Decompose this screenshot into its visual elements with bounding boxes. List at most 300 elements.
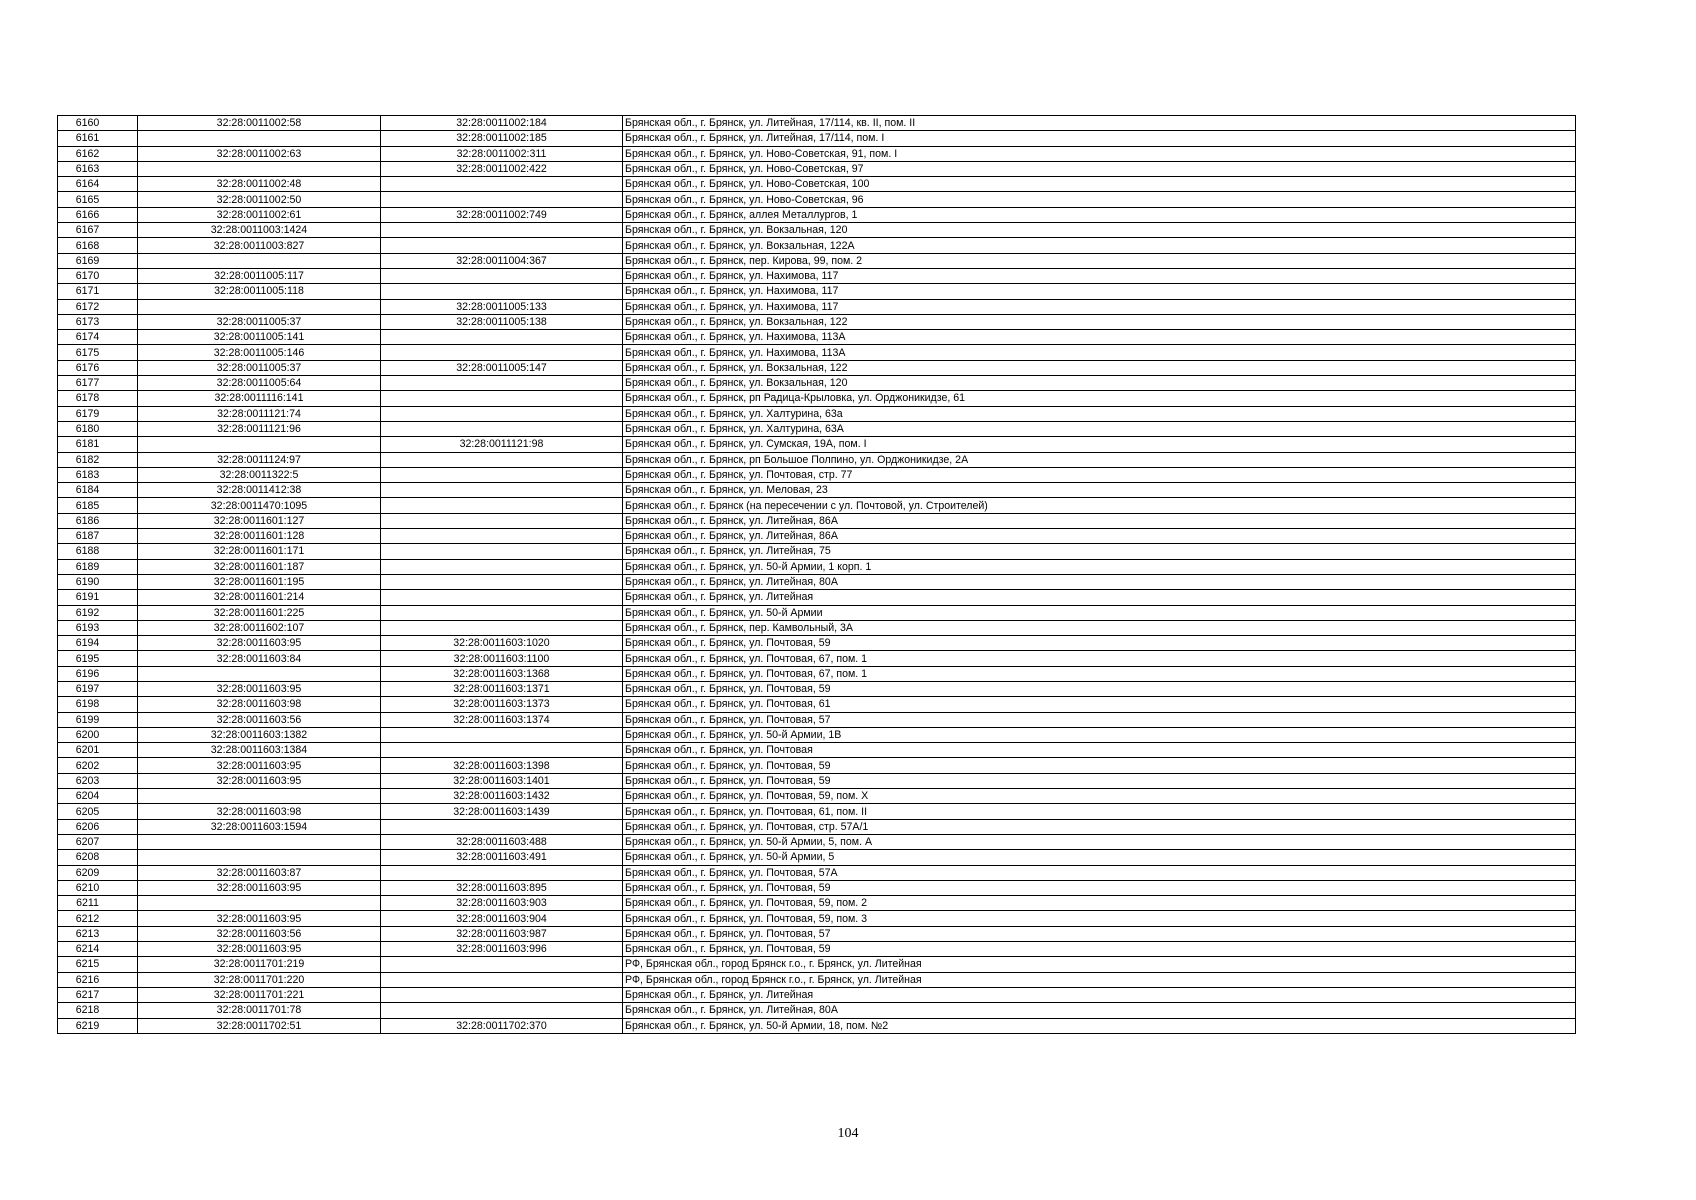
table-row <box>58 865 1576 880</box>
land-plot-number-cell <box>138 299 381 314</box>
row-number-cell: 6162 <box>58 146 138 161</box>
address-cell: Брянская обл., г. Брянск, ул. Ново-Советская, 100 <box>623 177 1576 192</box>
land-plot-number-cell: 32:28:0011601:225 <box>138 605 381 620</box>
building-number-cell <box>381 743 623 758</box>
land-plot-number-cell <box>138 253 381 268</box>
row-number-cell: 6189 <box>58 559 138 574</box>
land-plot-number-cell: 32:28:0011003:827 <box>138 238 381 253</box>
row-number-cell: 6173 <box>58 314 138 329</box>
address-cell: Брянская обл., г. Брянск, ул. Почтовая, 59, пом. 2 <box>623 896 1576 911</box>
address-cell: Брянская обл., г. Брянск, ул. Нахимова, 113А <box>623 330 1576 345</box>
address-cell: Брянская обл., г. Брянск, ул. Литейная, 80А <box>623 1003 1576 1018</box>
building-number-cell <box>381 987 623 1002</box>
building-number-cell <box>381 421 623 436</box>
address-cell: Брянская обл., г. Брянск, ул. Почтовая, стр. 57А/1 <box>623 819 1576 834</box>
land-plot-number-cell <box>138 834 381 849</box>
row-number-cell: 6169 <box>58 253 138 268</box>
table-row <box>58 834 1576 849</box>
building-number-cell <box>381 406 623 421</box>
table-row <box>58 467 1576 482</box>
row-number-cell: 6179 <box>58 406 138 421</box>
table-row <box>58 330 1576 345</box>
row-number-cell: 6164 <box>58 177 138 192</box>
building-number-cell <box>381 498 623 513</box>
table-row <box>58 727 1576 742</box>
address-cell: Брянская обл., г. Брянск, ул. Меловая, 23 <box>623 483 1576 498</box>
row-number-cell: 6217 <box>58 987 138 1002</box>
building-number-cell <box>381 330 623 345</box>
row-number-cell: 6201 <box>58 743 138 758</box>
building-number-cell: 32:28:0011603:1398 <box>381 758 623 773</box>
land-plot-number-cell: 32:28:0011603:95 <box>138 880 381 895</box>
table-row <box>58 789 1576 804</box>
land-plot-number-cell: 32:28:0011603:84 <box>138 651 381 666</box>
row-number-cell: 6191 <box>58 590 138 605</box>
address-cell: Брянская обл., г. Брянск, ул. Нахимова, 113А <box>623 345 1576 360</box>
land-plot-number-cell: 32:28:0011603:95 <box>138 758 381 773</box>
table-row <box>58 376 1576 391</box>
building-number-cell <box>381 452 623 467</box>
land-plot-number-cell: 32:28:0011002:48 <box>138 177 381 192</box>
land-plot-number-cell: 32:28:0011121:74 <box>138 406 381 421</box>
building-number-cell: 32:28:0011002:422 <box>381 161 623 176</box>
row-number-cell: 6197 <box>58 681 138 696</box>
table-row <box>58 773 1576 788</box>
land-plot-number-cell: 32:28:0011603:1384 <box>138 743 381 758</box>
address-cell: Брянская обл., г. Брянск, ул. 50-й Армии, 5 <box>623 850 1576 865</box>
table-row <box>58 880 1576 895</box>
building-number-cell <box>381 620 623 635</box>
address-cell: Брянская обл., г. Брянск, ул. Нахимова, 117 <box>623 268 1576 283</box>
address-cell: Брянская обл., г. Брянск, ул. Почтовая, 57 <box>623 712 1576 727</box>
address-cell: Брянская обл., г. Брянск, рп Радица-Крыловка, ул. Орджоникидзе, 61 <box>623 391 1576 406</box>
land-plot-number-cell: 32:28:0011603:56 <box>138 926 381 941</box>
building-number-cell: 32:28:0011005:133 <box>381 299 623 314</box>
building-number-cell <box>381 574 623 589</box>
land-plot-number-cell: 32:28:0011005:37 <box>138 360 381 375</box>
row-number-cell: 6177 <box>58 376 138 391</box>
land-plot-number-cell: 32:28:0011701:221 <box>138 987 381 1002</box>
table-row <box>58 146 1576 161</box>
table-row <box>58 987 1576 1002</box>
row-number-cell: 6171 <box>58 284 138 299</box>
table-row <box>58 192 1576 207</box>
table-body <box>58 116 1576 1034</box>
address-cell: Брянская обл., г. Брянск, ул. Почтовая, 67, пом. 1 <box>623 651 1576 666</box>
row-number-cell: 6161 <box>58 131 138 146</box>
building-number-cell <box>381 177 623 192</box>
address-cell: Брянская обл., г. Брянск, ул. Почтовая, 59 <box>623 758 1576 773</box>
land-plot-number-cell: 32:28:0011005:141 <box>138 330 381 345</box>
table-row <box>58 498 1576 513</box>
address-cell: Брянская обл., г. Брянск, ул. Литейная, 80А <box>623 574 1576 589</box>
land-plot-number-cell: 32:28:0011603:95 <box>138 911 381 926</box>
table-row <box>58 819 1576 834</box>
table-row <box>58 636 1576 651</box>
building-number-cell <box>381 467 623 482</box>
table-row <box>58 161 1576 176</box>
land-plot-number-cell: 32:28:0011603:98 <box>138 697 381 712</box>
building-number-cell <box>381 972 623 987</box>
address-cell: Брянская обл., г. Брянск, аллея Металлургов, 1 <box>623 207 1576 222</box>
address-cell: Брянская обл., г. Брянск, ул. Ново-Советская, 91, пом. I <box>623 146 1576 161</box>
address-cell: Брянская обл., г. Брянск, ул. Литейная, 75 <box>623 544 1576 559</box>
land-plot-number-cell: 32:28:0011002:50 <box>138 192 381 207</box>
address-cell: Брянская обл., г. Брянск, ул. Почтовая, 57 <box>623 926 1576 941</box>
row-number-cell: 6181 <box>58 437 138 452</box>
table-row <box>58 1003 1576 1018</box>
building-number-cell <box>381 192 623 207</box>
table-row <box>58 314 1576 329</box>
address-cell: Брянская обл., г. Брянск, ул. Почтовая, 59 <box>623 942 1576 957</box>
table-row <box>58 529 1576 544</box>
table-row <box>58 743 1576 758</box>
land-plot-number-cell: 32:28:0011005:64 <box>138 376 381 391</box>
table-row <box>58 605 1576 620</box>
address-cell: Брянская обл., г. Брянск, ул. Почтовая, 59 <box>623 636 1576 651</box>
land-plot-number-cell: 32:28:0011603:1382 <box>138 727 381 742</box>
row-number-cell: 6186 <box>58 513 138 528</box>
address-cell: РФ, Брянская обл., город Брянск г.о., г. Брянск, ул. Литейная <box>623 972 1576 987</box>
address-cell: Брянская обл., г. Брянск, ул. Литейная, 17/114, пом. I <box>623 131 1576 146</box>
land-plot-number-cell: 32:28:0011601:187 <box>138 559 381 574</box>
land-plot-number-cell <box>138 131 381 146</box>
row-number-cell: 6218 <box>58 1003 138 1018</box>
table-row <box>58 942 1576 957</box>
building-number-cell: 32:28:0011603:1368 <box>381 666 623 681</box>
row-number-cell: 6204 <box>58 789 138 804</box>
building-number-cell <box>381 957 623 972</box>
address-cell: Брянская обл., г. Брянск, пер. Кирова, 99, пом. 2 <box>623 253 1576 268</box>
building-number-cell: 32:28:0011121:98 <box>381 437 623 452</box>
address-cell: Брянская обл., г. Брянск, ул. Халтурина, 63А <box>623 421 1576 436</box>
address-cell: Брянская обл., г. Брянск, рп Большое Полпино, ул. Орджоникидзе, 2А <box>623 452 1576 467</box>
row-number-cell: 6175 <box>58 345 138 360</box>
address-cell: Брянская обл., г. Брянск, ул. Вокзальная, 122 <box>623 314 1576 329</box>
building-number-cell: 32:28:0011002:185 <box>381 131 623 146</box>
land-plot-number-cell <box>138 161 381 176</box>
row-number-cell: 6176 <box>58 360 138 375</box>
row-number-cell: 6184 <box>58 483 138 498</box>
land-plot-number-cell: 32:28:0011005:118 <box>138 284 381 299</box>
address-cell: Брянская обл., г. Брянск, пер. Камвольный, 3А <box>623 620 1576 635</box>
building-number-cell: 32:28:0011603:491 <box>381 850 623 865</box>
row-number-cell: 6206 <box>58 819 138 834</box>
row-number-cell: 6165 <box>58 192 138 207</box>
building-number-cell <box>381 559 623 574</box>
row-number-cell: 6198 <box>58 697 138 712</box>
address-cell: Брянская обл., г. Брянск, ул. Литейная, 86А <box>623 513 1576 528</box>
building-number-cell <box>381 513 623 528</box>
land-plot-number-cell: 32:28:0011701:219 <box>138 957 381 972</box>
address-cell: Брянская обл., г. Брянск, ул. Нахимова, 117 <box>623 299 1576 314</box>
row-number-cell: 6182 <box>58 452 138 467</box>
row-number-cell: 6193 <box>58 620 138 635</box>
row-number-cell: 6196 <box>58 666 138 681</box>
address-cell: Брянская обл., г. Брянск, ул. 50-й Армии <box>623 605 1576 620</box>
table-row <box>58 926 1576 941</box>
address-cell: Брянская обл., г. Брянск, ул. 50-й Армии, 1 корп. 1 <box>623 559 1576 574</box>
table-row <box>58 804 1576 819</box>
row-number-cell: 6160 <box>58 116 138 131</box>
land-plot-number-cell: 32:28:0011002:63 <box>138 146 381 161</box>
land-plot-number-cell: 32:28:0011002:61 <box>138 207 381 222</box>
land-plot-number-cell: 32:28:0011601:171 <box>138 544 381 559</box>
table-row <box>58 651 1576 666</box>
row-number-cell: 6219 <box>58 1018 138 1033</box>
address-cell: Брянская обл., г. Брянск, ул. Литейная <box>623 987 1576 1002</box>
land-plot-number-cell <box>138 666 381 681</box>
building-number-cell: 32:28:0011004:367 <box>381 253 623 268</box>
table-row <box>58 284 1576 299</box>
building-number-cell: 32:28:0011603:903 <box>381 896 623 911</box>
address-cell: Брянская обл., г. Брянск, ул. Литейная, 17/114, кв. II, пом. II <box>623 116 1576 131</box>
row-number-cell: 6168 <box>58 238 138 253</box>
building-number-cell <box>381 529 623 544</box>
land-plot-number-cell: 32:28:0011002:58 <box>138 116 381 131</box>
address-cell: Брянская обл., г. Брянск, ул. Почтовая <box>623 743 1576 758</box>
row-number-cell: 6207 <box>58 834 138 849</box>
row-number-cell: 6212 <box>58 911 138 926</box>
land-plot-number-cell: 32:28:0011603:1594 <box>138 819 381 834</box>
row-number-cell: 6174 <box>58 330 138 345</box>
land-plot-number-cell: 32:28:0011603:87 <box>138 865 381 880</box>
table-row <box>58 758 1576 773</box>
table-row <box>58 421 1576 436</box>
land-plot-number-cell: 32:28:0011601:127 <box>138 513 381 528</box>
row-number-cell: 6211 <box>58 896 138 911</box>
table-row <box>58 391 1576 406</box>
land-plot-number-cell: 32:28:0011702:51 <box>138 1018 381 1033</box>
building-number-cell: 32:28:0011005:147 <box>381 360 623 375</box>
address-cell: Брянская обл., г. Брянск, ул. Почтовая, 59 <box>623 773 1576 788</box>
building-number-cell: 32:28:0011002:311 <box>381 146 623 161</box>
table-row <box>58 681 1576 696</box>
table-row <box>58 896 1576 911</box>
building-number-cell <box>381 590 623 605</box>
building-number-cell: 32:28:0011603:1432 <box>381 789 623 804</box>
building-number-cell: 32:28:0011603:1100 <box>381 651 623 666</box>
table-row <box>58 666 1576 681</box>
cadastral-table <box>57 115 1576 1034</box>
building-number-cell: 32:28:0011603:1371 <box>381 681 623 696</box>
building-number-cell <box>381 727 623 742</box>
land-plot-number-cell: 32:28:0011121:96 <box>138 421 381 436</box>
building-number-cell <box>381 483 623 498</box>
table-row <box>58 574 1576 589</box>
building-number-cell: 32:28:0011603:1020 <box>381 636 623 651</box>
address-cell: Брянская обл., г. Брянск, ул. Ново-Советская, 97 <box>623 161 1576 176</box>
table-row <box>58 452 1576 467</box>
address-cell: Брянская обл., г. Брянск, ул. Почтовая, 57А <box>623 865 1576 880</box>
row-number-cell: 6202 <box>58 758 138 773</box>
land-plot-number-cell: 32:28:0011116:141 <box>138 391 381 406</box>
address-cell: Брянская обл., г. Брянск, ул. Нахимова, 117 <box>623 284 1576 299</box>
building-number-cell <box>381 391 623 406</box>
land-plot-number-cell: 32:28:0011602:107 <box>138 620 381 635</box>
table-row <box>58 345 1576 360</box>
table-row <box>58 590 1576 605</box>
address-cell: Брянская обл., г. Брянск, ул. Вокзальная, 120 <box>623 223 1576 238</box>
table-row <box>58 911 1576 926</box>
land-plot-number-cell: 32:28:0011005:117 <box>138 268 381 283</box>
row-number-cell: 6192 <box>58 605 138 620</box>
table-row <box>58 972 1576 987</box>
address-cell: Брянская обл., г. Брянск, ул. Почтовая, 67, пом. 1 <box>623 666 1576 681</box>
land-plot-number-cell: 32:28:0011601:128 <box>138 529 381 544</box>
address-cell: Брянская обл., г. Брянск, ул. Литейная, 86А <box>623 529 1576 544</box>
building-number-cell <box>381 819 623 834</box>
page-number: 104 <box>837 1126 859 1141</box>
row-number-cell: 6187 <box>58 529 138 544</box>
address-cell: Брянская обл., г. Брянск, ул. Литейная <box>623 590 1576 605</box>
row-number-cell: 6199 <box>58 712 138 727</box>
building-number-cell <box>381 284 623 299</box>
land-plot-number-cell <box>138 850 381 865</box>
land-plot-number-cell <box>138 437 381 452</box>
table-row <box>58 1018 1576 1033</box>
building-number-cell <box>381 268 623 283</box>
address-cell: Брянская обл., г. Брянск, ул. Халтурина, 63а <box>623 406 1576 421</box>
table-row <box>58 513 1576 528</box>
building-number-cell: 32:28:0011603:1373 <box>381 697 623 712</box>
building-number-cell: 32:28:0011005:138 <box>381 314 623 329</box>
building-number-cell <box>381 605 623 620</box>
row-number-cell: 6216 <box>58 972 138 987</box>
table-row <box>58 238 1576 253</box>
land-plot-number-cell: 32:28:0011603:95 <box>138 636 381 651</box>
land-plot-number-cell: 32:28:0011603:95 <box>138 773 381 788</box>
land-plot-number-cell: 32:28:0011003:1424 <box>138 223 381 238</box>
row-number-cell: 6185 <box>58 498 138 513</box>
land-plot-number-cell: 32:28:0011005:37 <box>138 314 381 329</box>
row-number-cell: 6205 <box>58 804 138 819</box>
address-cell: Брянская обл., г. Брянск, ул. Почтовая, 59, пом. 3 <box>623 911 1576 926</box>
building-number-cell: 32:28:0011702:370 <box>381 1018 623 1033</box>
row-number-cell: 6166 <box>58 207 138 222</box>
table-row <box>58 620 1576 635</box>
row-number-cell: 6180 <box>58 421 138 436</box>
table-row <box>58 544 1576 559</box>
land-plot-number-cell: 32:28:0011701:78 <box>138 1003 381 1018</box>
land-plot-number-cell: 32:28:0011412:38 <box>138 483 381 498</box>
address-cell: Брянская обл., г. Брянск, ул. Почтовая, 59, пом. X <box>623 789 1576 804</box>
land-plot-number-cell: 32:28:0011603:95 <box>138 681 381 696</box>
row-number-cell: 6209 <box>58 865 138 880</box>
address-cell: Брянская обл., г. Брянск, ул. Почтовая, 61, пом. II <box>623 804 1576 819</box>
building-number-cell <box>381 376 623 391</box>
table-row <box>58 223 1576 238</box>
row-number-cell: 6172 <box>58 299 138 314</box>
table-row <box>58 559 1576 574</box>
land-plot-number-cell <box>138 789 381 804</box>
land-plot-number-cell: 32:28:0011601:195 <box>138 574 381 589</box>
land-plot-number-cell: 32:28:0011322:5 <box>138 467 381 482</box>
table-row <box>58 697 1576 712</box>
building-number-cell: 32:28:0011603:895 <box>381 880 623 895</box>
table-row <box>58 268 1576 283</box>
address-cell: Брянская обл., г. Брянск, ул. Почтовая, стр. 77 <box>623 467 1576 482</box>
address-cell: Брянская обл., г. Брянск, ул. Почтовая, 61 <box>623 697 1576 712</box>
land-plot-number-cell: 32:28:0011124:97 <box>138 452 381 467</box>
row-number-cell: 6213 <box>58 926 138 941</box>
table-row <box>58 299 1576 314</box>
row-number-cell: 6200 <box>58 727 138 742</box>
row-number-cell: 6214 <box>58 942 138 957</box>
table-row <box>58 406 1576 421</box>
address-cell: Брянская обл., г. Брянск, ул. 50-й Армии, 18, пом. №2 <box>623 1018 1576 1033</box>
land-plot-number-cell: 32:28:0011701:220 <box>138 972 381 987</box>
table-row <box>58 437 1576 452</box>
building-number-cell <box>381 1003 623 1018</box>
table-row <box>58 116 1576 131</box>
land-plot-number-cell <box>138 896 381 911</box>
address-cell: Брянская обл., г. Брянск, ул. Почтовая, 59 <box>623 880 1576 895</box>
row-number-cell: 6194 <box>58 636 138 651</box>
row-number-cell: 6215 <box>58 957 138 972</box>
address-cell: Брянская обл., г. Брянск, ул. Почтовая, 59 <box>623 681 1576 696</box>
building-number-cell <box>381 223 623 238</box>
row-number-cell: 6178 <box>58 391 138 406</box>
row-number-cell: 6170 <box>58 268 138 283</box>
row-number-cell: 6188 <box>58 544 138 559</box>
building-number-cell: 32:28:0011603:488 <box>381 834 623 849</box>
table-row <box>58 712 1576 727</box>
land-plot-number-cell: 32:28:0011603:56 <box>138 712 381 727</box>
land-plot-number-cell: 32:28:0011603:98 <box>138 804 381 819</box>
building-number-cell <box>381 345 623 360</box>
table-row <box>58 253 1576 268</box>
address-cell: Брянская обл., г. Брянск, ул. Сумская, 19А, пом. I <box>623 437 1576 452</box>
land-plot-number-cell: 32:28:0011601:214 <box>138 590 381 605</box>
address-cell: Брянская обл., г. Брянск, ул. 50-й Армии, 1В <box>623 727 1576 742</box>
building-number-cell <box>381 865 623 880</box>
table-row <box>58 207 1576 222</box>
address-cell: Брянская обл., г. Брянск, ул. Ново-Советская, 96 <box>623 192 1576 207</box>
table-row <box>58 957 1576 972</box>
row-number-cell: 6163 <box>58 161 138 176</box>
address-cell: Брянская обл., г. Брянск, ул. Вокзальная, 122А <box>623 238 1576 253</box>
table-row <box>58 483 1576 498</box>
land-plot-number-cell: 32:28:0011005:146 <box>138 345 381 360</box>
table-row <box>58 850 1576 865</box>
address-cell: Брянская обл., г. Брянск (на пересечении с ул. Почтовой, ул. Строителей) <box>623 498 1576 513</box>
table-row <box>58 360 1576 375</box>
row-number-cell: 6203 <box>58 773 138 788</box>
table-row <box>58 131 1576 146</box>
building-number-cell <box>381 238 623 253</box>
building-number-cell: 32:28:0011002:749 <box>381 207 623 222</box>
building-number-cell: 32:28:0011002:184 <box>381 116 623 131</box>
row-number-cell: 6183 <box>58 467 138 482</box>
row-number-cell: 6208 <box>58 850 138 865</box>
address-cell: Брянская обл., г. Брянск, ул. 50-й Армии, 5, пом. А <box>623 834 1576 849</box>
address-cell: Брянская обл., г. Брянск, ул. Вокзальная, 122 <box>623 360 1576 375</box>
building-number-cell: 32:28:0011603:1439 <box>381 804 623 819</box>
row-number-cell: 6195 <box>58 651 138 666</box>
land-plot-number-cell: 32:28:0011603:95 <box>138 942 381 957</box>
building-number-cell <box>381 544 623 559</box>
address-cell: Брянская обл., г. Брянск, ул. Вокзальная, 120 <box>623 376 1576 391</box>
building-number-cell: 32:28:0011603:1401 <box>381 773 623 788</box>
row-number-cell: 6210 <box>58 880 138 895</box>
building-number-cell: 32:28:0011603:904 <box>381 911 623 926</box>
land-plot-number-cell: 32:28:0011470:1095 <box>138 498 381 513</box>
table-row <box>58 177 1576 192</box>
address-cell: РФ, Брянская обл., город Брянск г.о., г. Брянск, ул. Литейная <box>623 957 1576 972</box>
building-number-cell: 32:28:0011603:1374 <box>381 712 623 727</box>
row-number-cell: 6167 <box>58 223 138 238</box>
